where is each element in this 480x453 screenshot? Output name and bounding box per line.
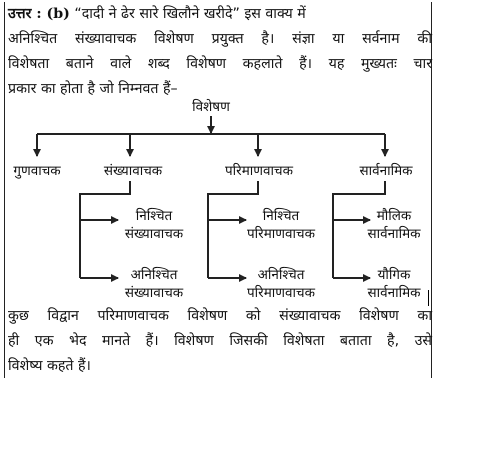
parimaan-sub-1-line1: निश्चित bbox=[262, 208, 300, 224]
type-gunvachak: गुणवाचक bbox=[13, 163, 61, 179]
text-cursor bbox=[428, 290, 429, 306]
paragraph1-line1: “दादी ने ढेर सारे खिलौने खरीदे” इस वाक्य में bbox=[74, 6, 306, 22]
sankhya-sub-1-line2: संख्यावाचक bbox=[124, 226, 184, 242]
type-sarvanamik: सार्वनामिक bbox=[359, 163, 413, 179]
parimaan-sub-1 bbox=[236, 206, 326, 242]
root-label: विशेषण bbox=[192, 99, 230, 115]
answer-prefix: उत्तर : (b) bbox=[8, 6, 70, 22]
paragraph2-line3: विशेष्य कहते हैं। bbox=[8, 358, 91, 374]
paragraph1-line2: अनिश्चित संख्यावाचक विशेषण प्रयुक्त है। संज्ञा या सर्वनाम की bbox=[8, 31, 432, 47]
paragraph2-line2: ही एक भेद मानते हैं। विशेषण जिसकी विशेषता बताता है, उसे bbox=[8, 333, 432, 349]
sarvanamik-sub-1 bbox=[356, 206, 432, 242]
sankhya-sub-1 bbox=[112, 206, 196, 242]
paragraph2-line1: कुछ विद्वान परिमाणवाचक विशेषण को संख्यावाचक विशेषण का bbox=[8, 308, 432, 324]
parimaan-sub-1-line2: परिमाणवाचक bbox=[247, 226, 315, 242]
parimaan-sub-2 bbox=[236, 265, 326, 301]
paragraph1-line4: प्रकार का होता है जो निम्नवत हैं– bbox=[8, 81, 178, 97]
sankhya-sub-2-line1: अनिश्चित bbox=[130, 267, 178, 283]
sarvanamik-sub-1-line2: सार्वनामिक bbox=[367, 226, 421, 242]
parimaan-sub-2-line2: परिमाणवाचक bbox=[247, 285, 315, 301]
sankhya-sub-1-line1: निश्चित bbox=[135, 208, 173, 224]
type-parimaanvachak: परिमाणवाचक bbox=[225, 163, 293, 179]
sankhya-sub-2 bbox=[112, 265, 196, 301]
type-sankhyavachak: संख्यावाचक bbox=[103, 163, 163, 179]
parimaan-sub-2-line1: अनिश्चित bbox=[257, 267, 305, 283]
paragraph1-line3: विशेषता बताने वाले शब्द विशेषण कहलाते हैं। यह मुख्यतः चार bbox=[8, 56, 432, 72]
sarvanamik-sub-2-line1: यौगिक bbox=[377, 267, 411, 283]
sankhya-sub-2-line2: संख्यावाचक bbox=[124, 285, 184, 301]
sarvanamik-sub-2-line2: सार्वनामिक bbox=[367, 285, 421, 301]
sarvanamik-sub-2 bbox=[356, 265, 432, 301]
sarvanamik-sub-1-line1: मौलिक bbox=[376, 208, 412, 224]
